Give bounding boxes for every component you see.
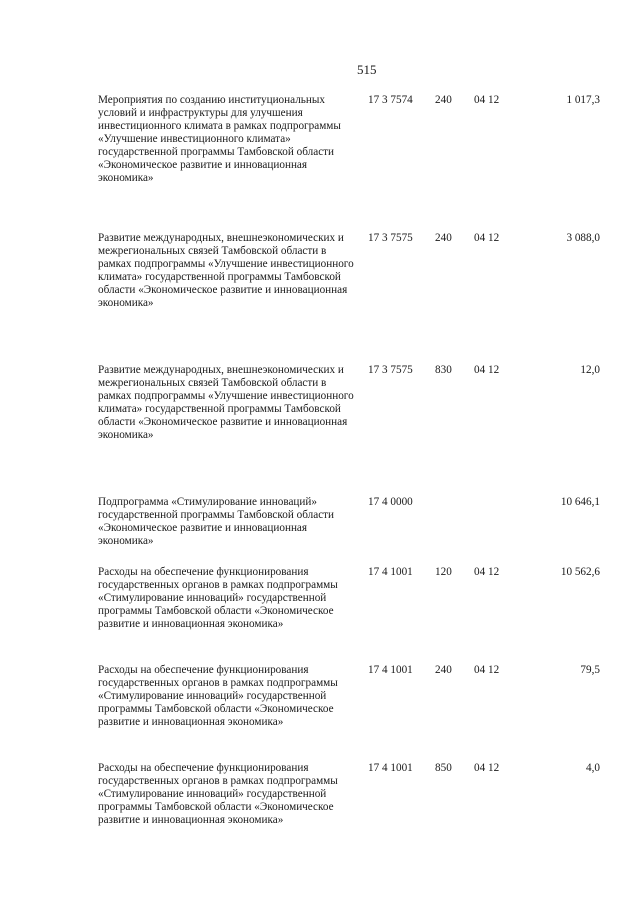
row-vr: 850 — [435, 762, 452, 774]
row-description: Подпрограмма «Стимулирование инноваций» государственной программы Тамбовской области «Экономическое развитие и инновационная экономика» — [98, 496, 335, 547]
row-code: 17 3 7575 — [368, 232, 413, 244]
table-row — [0, 94, 640, 222]
budget-table — [0, 94, 640, 826]
row-vr: 240 — [435, 94, 452, 106]
page-number: 515 — [357, 62, 377, 77]
row-rzpr: 04 12 — [474, 232, 500, 244]
row-description: Развитие международных, внешнеэкономических и межрегиональных связей Тамбовской области в рамках подпрограммы «Улучшение инвестиционного климата» государственной программы Тамбовской области «Экономическое развитие и инновационная экономика» — [98, 364, 354, 441]
row-vr: 240 — [435, 232, 452, 244]
row-description: Расходы на обеспечение функционирования государственных органов в рамках подпрограммы «Стимулирование инноваций» государственной программы Тамбовской области «Экономическое развитие и инновационная экономика» — [98, 762, 338, 826]
row-vr: 240 — [435, 664, 452, 676]
row-code: 17 4 0000 — [368, 496, 413, 508]
row-rzpr: 04 12 — [474, 762, 500, 774]
row-code: 17 3 7575 — [368, 364, 413, 376]
row-rzpr: 04 12 — [474, 94, 500, 106]
row-sum: 10 646,1 — [560, 496, 600, 508]
row-sum: 10 562,6 — [560, 566, 600, 578]
table-row — [0, 762, 640, 854]
row-vr: 120 — [435, 566, 452, 578]
row-vr: 830 — [435, 364, 452, 376]
row-code: 17 3 7574 — [368, 94, 413, 106]
row-description: Расходы на обеспечение функционирования государственных органов в рамках подпрограммы «Стимулирование инноваций» государственной программы Тамбовской области «Экономическое развитие и инновационная экономика» — [98, 566, 338, 630]
row-description: Развитие международных, внешнеэкономических и межрегиональных связей Тамбовской области в рамках подпрограммы «Улучшение инвестиционного климата» государственной программы Тамбовской области «Экономическое развитие и инновационная экономика» — [98, 232, 354, 309]
row-rzpr: 04 12 — [474, 664, 500, 676]
row-rzpr: 04 12 — [474, 364, 500, 376]
table-row — [0, 364, 640, 488]
table-row — [0, 664, 640, 756]
row-sum: 12,0 — [580, 364, 600, 376]
row-sum: 79,5 — [580, 664, 600, 676]
row-sum: 1 017,3 — [566, 94, 600, 106]
row-sum: 3 088,0 — [566, 232, 600, 244]
row-code: 17 4 1001 — [368, 762, 413, 774]
row-description: Мероприятия по созданию институциональных условий и инфраструктуры для улучшения инвестиционного климата в рамках подпрограммы «Улучшение инвестиционного климата» государственной программы Тамбовской области «Экономическое развитие и инновационная экономика» — [98, 94, 341, 184]
table-row — [0, 496, 640, 562]
row-description: Расходы на обеспечение функционирования государственных органов в рамках подпрограммы «Стимулирование инноваций» государственной программы Тамбовской области «Экономическое развитие и инновационная экономика» — [98, 664, 338, 728]
table-row — [0, 232, 640, 354]
row-rzpr: 04 12 — [474, 566, 500, 578]
table-row — [0, 566, 640, 658]
row-code: 17 4 1001 — [368, 664, 413, 676]
row-sum: 4,0 — [586, 762, 600, 774]
row-code: 17 4 1001 — [368, 566, 413, 578]
